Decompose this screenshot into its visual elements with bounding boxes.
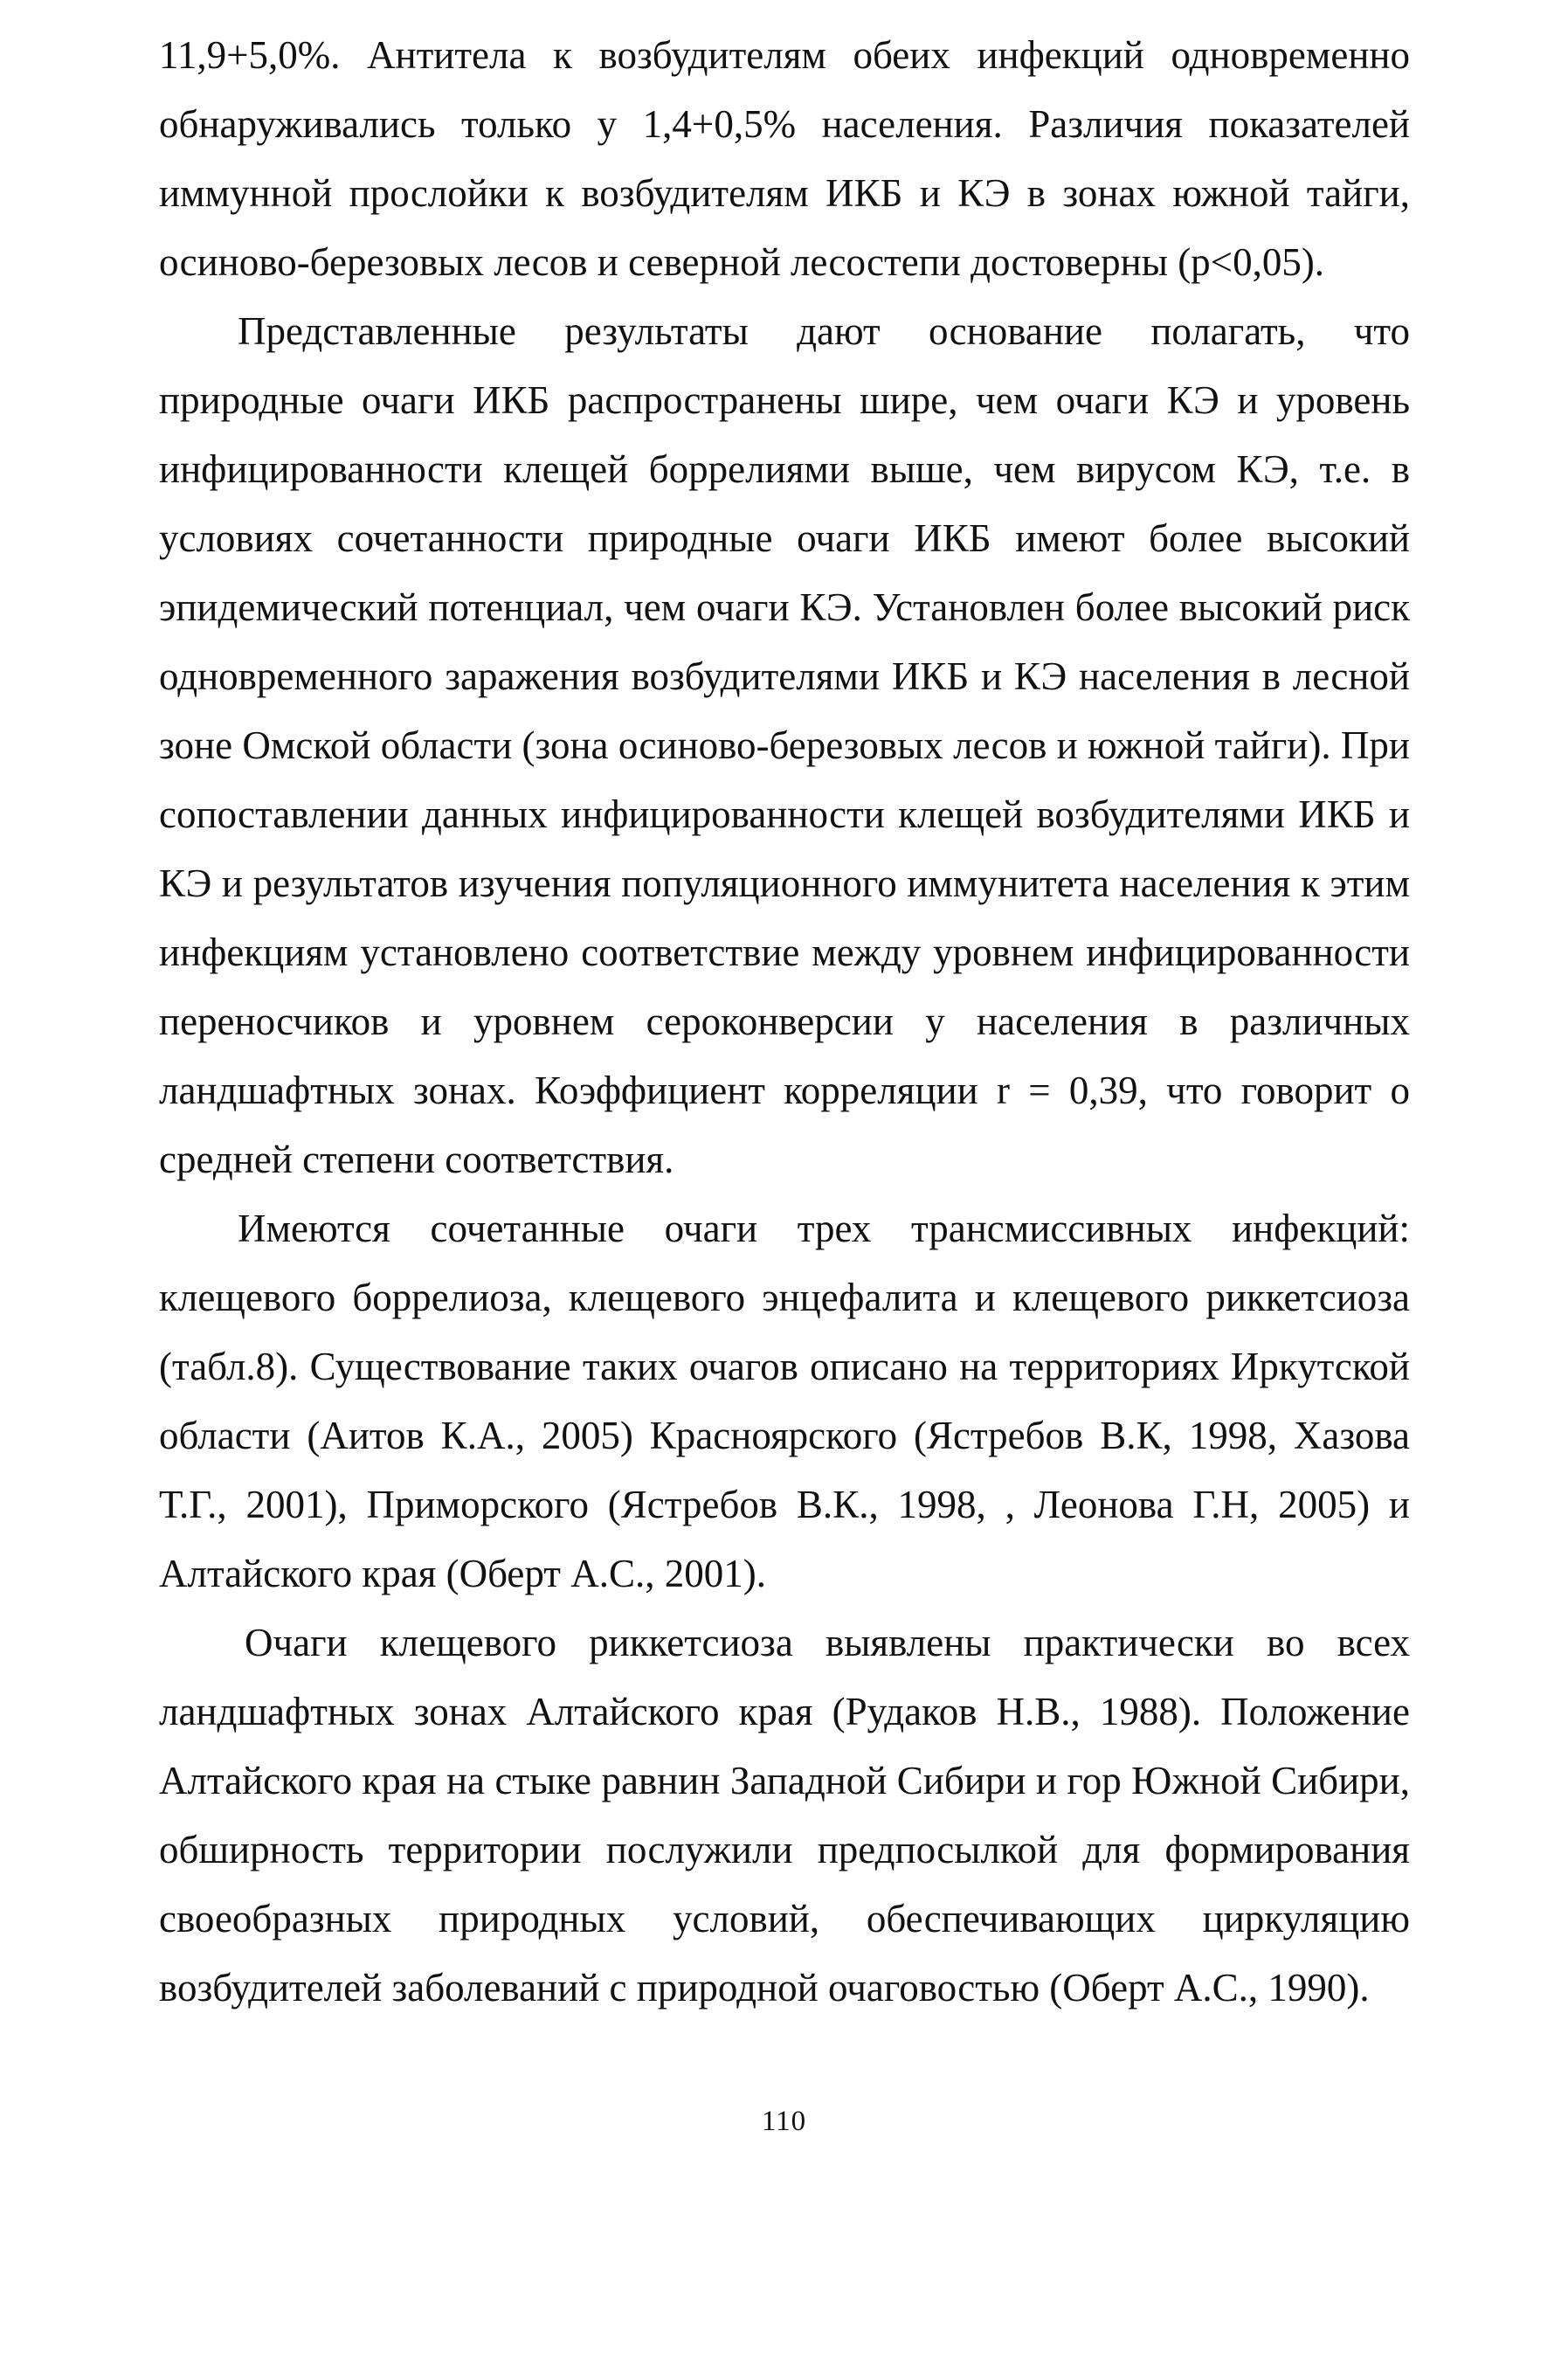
page-number: 110 xyxy=(761,2106,807,2137)
paragraph-conclusions: Представленные результаты дают основание полагать, что природные очаги ИКБ распространены шире, чем очаги КЭ и уровень инфицированности клещей боррелиями выше, чем вирусом КЭ, т.е. в условиях сочетанности природные очаги ИКБ имеют более высокий эпидемический потенциал, чем очаги КЭ. Установлен более высокий риск одновременного заражения возбудителями ИКБ и КЭ населения в лесной зоне Омской области (зона осиново-березовых лесов и южной тайги). При сопоставлении данных инфицированности клещей возбудителями ИКБ и КЭ и результатов изучения популяционного иммунитета населения к этим инфекциям установлено соответствие между уровнем инфицированности переносчиков и уровнем сероконверсии у населения в различных ландшафтных зонах. Коэффициент корреляции r = 0,39, что говорит о средней степени соответствия. xyxy=(159,309,1410,1181)
paragraph-rickettsiosis-foci: Очаги клещевого риккетсиоза выявлены практически во всех ландшафтных зонах Алтайского края (Рудаков Н.В., 1988). Положение Алтайского края на стыке равнин Западной Сибири и гор Южной Сибири, обширность территории послужили предпосылкой для формирования своеобразных природных условий, обеспечивающих циркуляцию возбудителей заболеваний с природной очаговостью (Оберт А.С., 1990). xyxy=(159,1621,1410,2010)
paragraph-combined-foci: Имеются сочетанные очаги трех трансмиссивных инфекций: клещевого боррелиоза, клещевого энцефалита и клещевого риккетсиоза (табл.8). Существование таких очагов описано на территориях Иркутской области (Аитов К.А., 2005) Красноярского (Ястребов В.К, 1998, Хазова Т.Г., 2001), Приморского (Ястребов В.К., 1998, , Леонова Г.Н, 2005) и Алтайского края (Оберт А.С., 2001). xyxy=(159,1207,1410,1595)
paragraph-continuation: 11,9+5,0%. Антитела к возбудителям обеих инфекций одновременно обнаруживались только у 1,4+0,5% населения. Различия показателей иммунной прослойки к возбудителям ИКБ и КЭ в зонах южной тайги, осиново-березовых лесов и северной лесостепи достоверны (р<0,05). xyxy=(159,33,1410,284)
document-body xyxy=(159,21,1410,2023)
